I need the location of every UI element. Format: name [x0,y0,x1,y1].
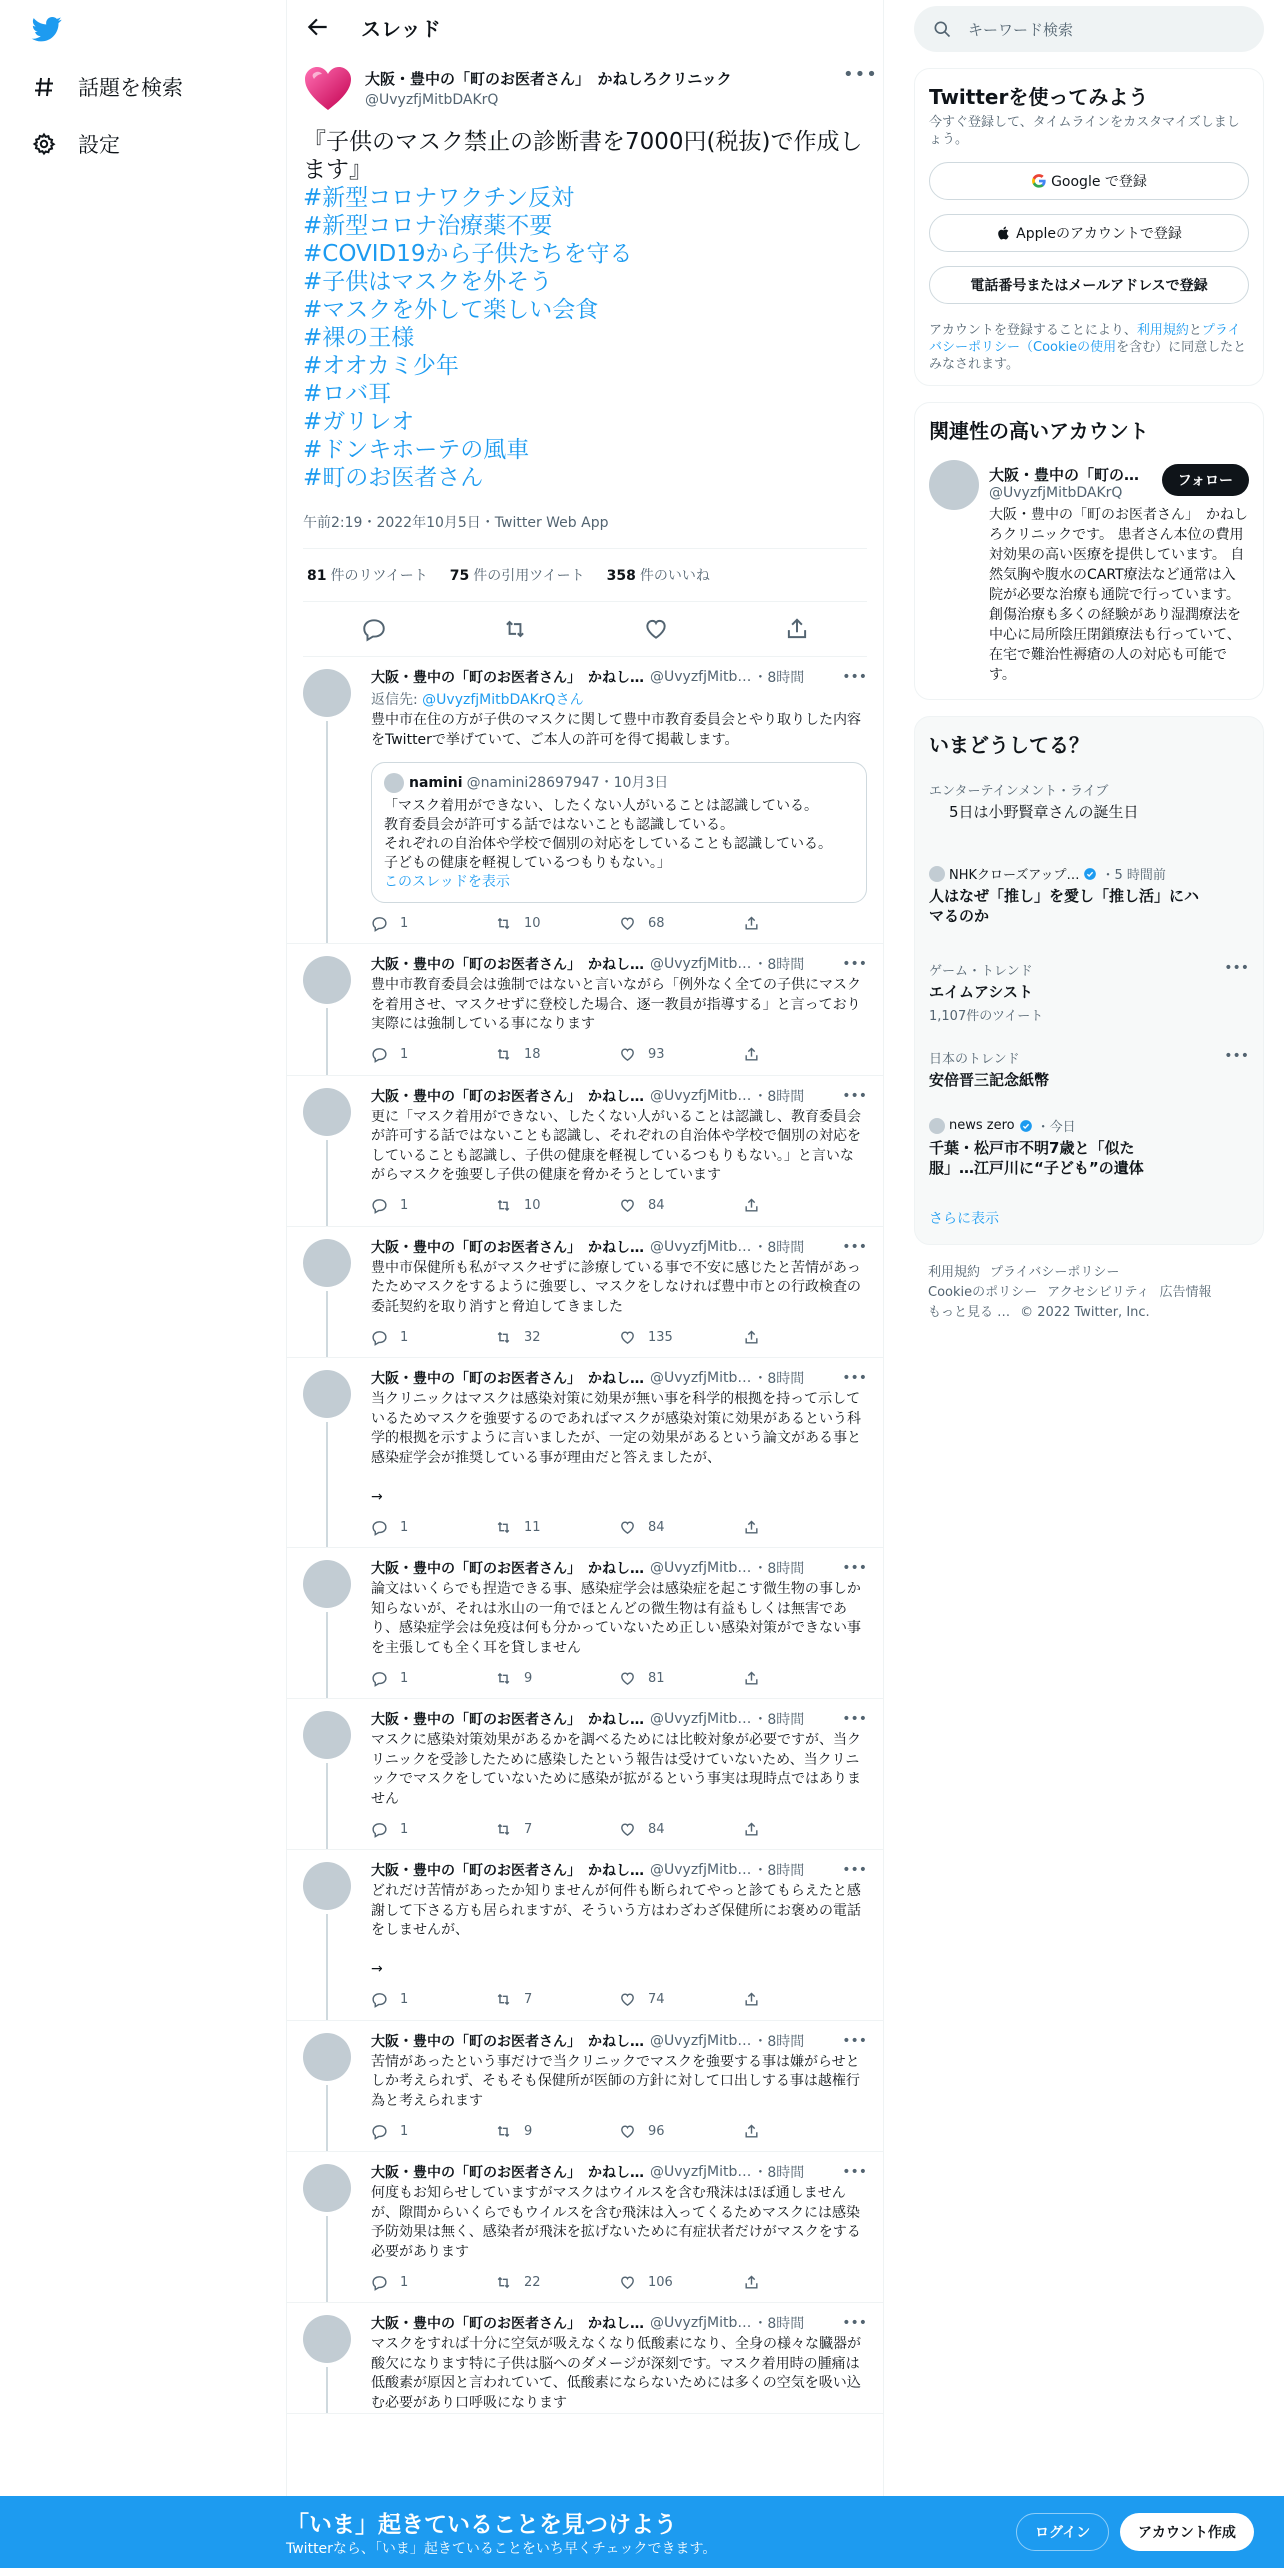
reply-tweet[interactable] [287,657,883,944]
reply-tweet[interactable] [287,1699,883,1850]
tweet-meta[interactable]: 午前2:19・2022年10月5日・Twitter Web App [303,512,867,549]
nav-settings-label: 設定 [78,133,120,157]
retweet-button[interactable]: 7 [495,1991,619,2008]
like-icon [619,1197,636,1214]
retweet-button[interactable]: 9 [495,1670,619,1687]
signup-title: Twitterを使ってみよう [929,85,1149,109]
reply-author-name[interactable]: 大阪・豊中の「町のお医者さん」 かねし… [371,1088,644,1105]
reply-tweet[interactable] [287,2021,883,2153]
reply-text: どれだけ苦情があったか知りませんが何件も断られてやっと診てもらえたと感謝して下さる方も居られますが、そういう方はわざわざ保健所にお褒めの電話をしませんが、 → [371,1883,861,1977]
retweet-icon [495,1197,512,1214]
like-button[interactable]: 84 [619,1821,743,1838]
thread-header [287,0,883,54]
reply-tweet[interactable] [287,1076,883,1227]
right-sidebar [914,0,1264,1341]
thread-line [326,2085,328,2152]
hashtag-link[interactable]: #新型コロナワクチン反対 [303,185,575,211]
related-account[interactable] [929,460,1249,685]
avatar[interactable] [303,2164,351,2212]
share-icon [743,1670,760,1687]
thread-column [286,0,884,2568]
retweet-button[interactable]: 7 [495,1821,619,1838]
retweet-button[interactable]: 9 [495,2123,619,2140]
twitter-logo-icon[interactable] [30,14,64,44]
thread-line [326,1763,328,1849]
like-icon [619,1046,636,1063]
google-signup-button[interactable]: Google で登録 [929,162,1249,200]
reply-button[interactable]: 1 [371,1821,495,1838]
reply-icon [371,915,388,932]
reply-actions [371,1980,867,2020]
related-name[interactable]: 大阪・豊中の「町の… [989,466,1140,484]
reply-icon [371,1991,388,2008]
author-name[interactable]: 大阪・豊中の「町のお医者さん」 かねしろクリニック [365,70,732,88]
avatar[interactable] [303,2033,351,2081]
share-icon [743,1821,760,1838]
retweet-icon [495,1329,512,1346]
gear-icon [30,130,58,158]
like-button[interactable]: 93 [619,1046,743,1063]
reply-tweet[interactable] [287,944,883,1076]
reply-button[interactable]: 1 [371,1197,495,1214]
more-icon[interactable]: ••• [842,1087,867,1104]
reply-time[interactable]: ・8時間 [753,1088,805,1105]
nav-explore-label: 話題を検索 [78,76,183,100]
share-button[interactable] [743,1991,867,2008]
more-icon[interactable]: ••• [842,1711,867,1727]
share-button[interactable] [743,1519,867,1536]
reply-actions [371,1658,867,1698]
reply-icon [371,1821,388,1838]
thread-line [326,1008,328,1075]
like-button[interactable]: 135 [619,1329,743,1346]
reply-author-handle[interactable]: @UvyzfjMitb… [650,1087,752,1104]
retweet-icon [495,915,512,932]
trend-item[interactable]: NHKクローズアップ… ・5 時間前 人はなぜ「推し」を愛し「推し活」にハマるのか [929,864,1249,926]
reply-author-name[interactable]: 大阪・豊中の「町のお医者さん」 かねし… [371,670,644,686]
hashtag-link[interactable]: #子供はマスクを外そう [303,269,553,295]
reply-button[interactable]: 1 [371,2274,495,2291]
thread-line [326,1291,328,1358]
share-button[interactable] [743,2274,867,2291]
like-icon [619,1991,636,2008]
reply-author-handle[interactable]: @UvyzfjMitb… [650,1238,752,1255]
main-tweet [287,54,883,657]
like-icon[interactable] [643,616,669,642]
reply-icon [371,1329,388,1346]
share-button[interactable] [743,1046,867,1063]
share-button[interactable] [743,2123,867,2140]
retweet-icon [495,2274,512,2291]
retweet-icon [495,1991,512,2008]
tweet-text: 『子供のマスク禁止の診断書を7000円(税抜)で作成します』 [303,129,863,183]
apple-icon [996,225,1012,241]
reply-tweet[interactable] [287,1548,883,1699]
reply-tweet[interactable] [287,2303,883,2414]
avatar[interactable] [303,669,351,717]
thread-line [326,2367,328,2413]
reply-author-name[interactable]: 大阪・豊中の「町のお医者さん」 かねし… [371,2165,644,2181]
reply-author-name[interactable]: 大阪・豊中の「町のお医者さん」 かねし… [371,1712,644,1728]
related-accounts-card [914,402,1264,700]
signup-button[interactable]: アカウント作成 [1120,2513,1254,2551]
reply-time[interactable]: ・8時間 [753,1561,805,1577]
hashtag-link[interactable]: #裸の王様 [303,325,415,351]
reply-list [287,657,883,2414]
quoted-tweet[interactable] [371,762,867,903]
like-button[interactable]: 68 [619,915,743,932]
nav-settings[interactable] [30,124,120,164]
reply-actions [371,1809,867,1849]
reply-author-name[interactable]: 大阪・豊中の「町のお医者さん」 かねし… [371,2316,644,2332]
avatar[interactable] [303,1560,351,1608]
reply-author-handle[interactable]: @UvyzfjMitb… [650,1370,752,1386]
footer-link[interactable]: Cookieのポリシー [928,1285,1038,1300]
reply-icon [371,1046,388,1063]
hashtag-link[interactable]: #ドンキホーテの風車 [303,437,530,463]
reply-icon[interactable] [361,616,387,642]
more-icon[interactable]: ••• [842,1560,867,1576]
quote-count[interactable]: 75 件の引用ツイート [449,568,585,584]
retweet-button[interactable]: 32 [495,1329,619,1346]
avatar[interactable] [303,1370,351,1418]
like-button[interactable]: 84 [619,1519,743,1536]
reply-author-name[interactable]: 大阪・豊中の「町のお医者さん」 かねし… [371,1371,644,1387]
phone-signup-button[interactable]: 電話番号またはメールアドレスで登録 [929,266,1249,304]
related-title: 関連性の高いアカウント [929,419,1149,443]
more-icon[interactable]: ••• [842,1238,867,1255]
reply-icon [371,1519,388,1536]
google-icon [1031,173,1047,189]
thread-line [326,1914,328,2020]
reply-to: 返信先: @UvyzfjMitbDAKrQさん [371,692,584,708]
like-count[interactable]: 358 件のいいね [606,568,710,584]
reply-text: 何度もお知らせしていますがマスクはウイルスを含む飛沫はほぼ通しませんが、隙間からいくらでもウイルスを含む飛沫は入ってくるためマスクには感染予防効果は無く、感染者が飛沫を拡げないために有症状者だけがマスクをする必要があります [371,2185,861,2260]
retweet-button[interactable]: 18 [495,1046,619,1063]
more-icon[interactable]: ••• [842,1862,867,1878]
reply-time[interactable]: ・8時間 [753,1712,805,1728]
reply-to-link[interactable]: @UvyzfjMitbDAKrQ [422,692,556,708]
share-icon[interactable] [784,616,810,642]
reply-time[interactable]: ・8時間 [753,2033,805,2050]
trend-item[interactable]: エンターテインメント・ライブ 5日は小野賢章さんの誕生日 [929,784,1139,821]
reply-author-name[interactable]: 大阪・豊中の「町のお医者さん」 かねし… [371,1863,644,1879]
more-icon[interactable]: ••• [1224,1048,1249,1064]
reply-actions [371,1317,867,1357]
like-button[interactable]: 96 [619,2123,743,2140]
avatar[interactable] [303,1711,351,1759]
reply-button[interactable]: 1 [371,915,495,932]
reply-author-handle[interactable]: @UvyzfjMitb… [650,669,752,685]
reply-text: マスクに感染対策効果があるかを調べるためには比較対象が必要ですが、当クリニックを受診したために感染したという報告は受けていないため、当クリニックでマスクをしていないために感染が拡がるという事実は現時点ではありません [371,1732,861,1807]
avatar [384,773,404,793]
reply-text: 論文はいくらでも捏造できる事、感染症学会は感染症を起こす微生物の事しか知らないが、それは氷山の一角でほとんどの微生物は有益もしくは無害であり、感染症学会は免疫は何も分かっていないため正しい感染対策ができない事を主張しても全く耳を貸しません [371,1581,861,1656]
reply-icon [371,2123,388,2140]
page-title: スレッド [361,16,441,41]
trend-item[interactable]: 日本のトレンド 安倍晋三記念紙幣 ••• [929,1048,1249,1089]
retweet-button[interactable]: 22 [495,2274,619,2291]
nav-explore[interactable] [30,67,183,107]
reply-button[interactable]: 1 [371,1329,495,1346]
footer-link[interactable]: アクセシビリティ [1047,1285,1150,1300]
more-icon[interactable]: ••• [842,669,867,685]
reply-author-handle[interactable]: @UvyzfjMitb… [650,1862,752,1878]
apple-signup-button[interactable]: Appleのアカウントで登録 [929,214,1249,252]
reply-actions [371,2111,867,2151]
retweet-count[interactable]: 81 件のリツイート [307,568,428,584]
quote-text: 「マスク着用ができない、したくない人がいることは認識している。 教育委員会が許可する話ではないことも認識している。 それぞれの自治体や学校で個別の対応をしていることも認識している。 子どもの健康を軽視しているつもりもない。」 [384,798,832,871]
signup-subtitle: 今すぐ登録して、タイムラインをカスタマイズしましょう。 [929,115,1240,147]
share-button[interactable] [743,1670,867,1687]
more-icon[interactable]: ••• [842,956,867,972]
search-bar[interactable] [914,6,1264,52]
reply-button[interactable]: 1 [371,1519,495,1536]
retweet-icon [495,1046,512,1063]
share-button[interactable] [743,915,867,932]
tweet-stats [303,549,867,602]
thread-line [326,2216,328,2302]
bottom-bar-subtitle: Twitterなら、「いま」起きていることをいち早くチェックできます。 [286,2541,717,2557]
hashtag-icon [30,73,58,101]
share-button[interactable] [743,1821,867,1838]
quote-date: ・10月3日 [599,774,669,791]
reply-author-name[interactable]: 大阪・豊中の「町のお医者さん」 かねし… [371,2033,644,2050]
retweet-icon [495,2123,512,2140]
author-handle[interactable]: @UvyzfjMitbDAKrQ [365,92,499,108]
share-icon [743,1046,760,1063]
trends-card [914,716,1264,1245]
share-icon [743,1519,760,1536]
privacy-link[interactable]: プライバシーポリシー（Cookieの使用 [929,323,1241,355]
footer-link[interactable]: プライバシーポリシー [990,1265,1120,1280]
footer [914,1245,1264,1341]
reply-actions [371,1507,867,1547]
reply-time[interactable]: ・8時間 [753,2316,805,2332]
like-icon [619,1670,636,1687]
reply-author-handle[interactable]: @UvyzfjMitb… [650,2164,752,2180]
signup-card [914,68,1264,386]
retweet-button[interactable]: 11 [495,1519,619,1536]
reply-button[interactable]: 1 [371,1670,495,1687]
bottom-bar-title: 「いま」起きていることを見つけよう [286,2512,677,2538]
reply-author-handle[interactable]: @UvyzfjMitb… [650,1560,752,1576]
reply-icon [371,2274,388,2291]
reply-time[interactable]: ・8時間 [753,2165,805,2181]
terms-link[interactable]: 利用規約 [1136,323,1189,338]
footer-link[interactable]: 利用規約 [928,1265,981,1280]
heart-avatar[interactable] [303,64,353,114]
hashtag-link[interactable]: #ガリレオ [303,409,415,435]
avatar [929,1118,945,1134]
reply-time[interactable]: ・8時間 [753,1371,805,1387]
more-icon[interactable]: ••• [843,64,878,85]
reply-tweet[interactable] [287,1227,883,1359]
quote-author-handle: @namini28697947 [466,774,600,791]
like-button[interactable]: 106 [619,2274,743,2291]
reply-tweet[interactable] [287,1850,883,2021]
reply-text: 豊中市保健所も私がマスクせずに診療している事で不安に感じたと苦情があったためマスクをするように強要し、マスクをしなければ豊中市との行政検査の委託契約を取り消すと脅迫してきました [371,1259,861,1315]
more-icon[interactable]: ••• [842,2164,867,2180]
show-more-link[interactable]: さらに表示 [929,1211,999,1227]
retweet-button[interactable]: 10 [495,1197,619,1214]
reply-time[interactable]: ・8時間 [753,1863,805,1879]
copyright: © 2022 Twitter, Inc. [1020,1305,1150,1320]
trends-title: いまどうしてる？ [929,733,1089,757]
hashtag-link[interactable]: #COVID19から子供たちを守る [303,241,633,267]
share-button[interactable] [743,1329,867,1346]
thread-line [326,1422,328,1547]
hashtag-link[interactable]: #マスクを外して楽しい会食 [303,297,599,323]
hashtag-list [303,184,867,492]
like-button[interactable]: 81 [619,1670,743,1687]
retweet-icon[interactable] [502,616,528,642]
reply-author-name[interactable]: 大阪・豊中の「町のお医者さん」 かねし… [371,1239,644,1256]
like-icon [619,1329,636,1346]
reply-time[interactable]: ・8時間 [753,957,805,973]
retweet-icon [495,1670,512,1687]
avatar [929,866,945,882]
like-icon [619,2274,636,2291]
reply-button[interactable]: 1 [371,1991,495,2008]
trend-item[interactable]: news zero ・今日 千葉・松戸市不明7歳と「似た服」…江戸川に“子ども”の遺体 [929,1118,1144,1177]
like-icon [619,915,636,932]
signup-legal: アカウントを登録することにより、利用規約とプライバシーポリシー（Cookieの使用を含む）に同意したとみなされます。 [929,323,1247,372]
footer-link[interactable]: 広告情報 [1159,1285,1212,1300]
reply-author-name[interactable]: 大阪・豊中の「町のお医者さん」 かねし… [371,1561,644,1577]
verified-icon [1019,1119,1033,1133]
more-icon[interactable]: ••• [842,1370,867,1386]
search-input[interactable]: キーワード検索 [968,20,1074,39]
reply-text: マスクをすれば十分に空気が吸えなくなり低酸素になり、全身の様々な臓器が酸欠になります特に子供は脳へのダメージが深刻です。マスク着用時の腫痛は低酸素が原因と言われていて、低酸素にならないためには多くの空気を吸い込む必要があり口呼吸になります [371,2336,861,2411]
reply-author-handle[interactable]: @UvyzfjMitb… [650,2032,752,2049]
share-icon [743,1197,760,1214]
search-icon [932,19,952,39]
reply-author-handle[interactable]: @UvyzfjMitb… [650,1711,752,1727]
hashtag-link[interactable]: #ロバ耳 [303,381,392,407]
left-nav [0,0,286,2568]
reply-author-handle[interactable]: @UvyzfjMitb… [650,2315,752,2331]
reply-text: 豊中市在住の方が子供のマスクに関して豊中市教育委員会とやり取りした内容をTwitterで挙げていて、ご本人の許可を得て掲載します。 [371,712,861,748]
retweet-button[interactable]: 10 [495,915,619,932]
reply-actions [371,2262,867,2302]
related-bio: 大阪・豊中の「町のお医者さん」 かねしろクリニックです。 患者さん本位の費用対効果の高い医療を提供しています。 自然気胸や腹水のCART療法など通常は入院が必要な治療も通院で行っています。 創傷治療も多くの経験があり湿潤療法を中心に局所陰圧閉鎖療法も行っていて、在宅で難治性褥瘡の人の対応も可能です。 [989,507,1248,683]
related-handle[interactable]: @UvyzfjMitbDAKrQ [989,485,1123,501]
reply-time[interactable]: ・8時間 [753,670,805,686]
more-icon[interactable]: ••• [1224,960,1249,976]
avatar[interactable] [303,2315,351,2363]
reply-icon [371,1197,388,1214]
reply-button[interactable]: 1 [371,2123,495,2140]
share-icon [743,2123,760,2140]
reply-icon [371,1670,388,1687]
share-button[interactable] [743,1197,867,1214]
reply-author-handle[interactable]: @UvyzfjMitb… [650,956,752,972]
back-arrow-icon[interactable] [305,14,331,40]
thread-line [326,1612,328,1698]
quote-author-name: namini [409,774,463,791]
show-thread-link[interactable]: このスレッドを表示 [384,874,510,890]
avatar[interactable] [303,1088,351,1136]
reply-button[interactable]: 1 [371,1046,495,1063]
avatar[interactable] [303,1239,351,1287]
like-icon [619,1821,636,1838]
hashtag-link[interactable]: #オオカミ少年 [303,353,459,379]
reply-actions [371,1186,867,1226]
reply-text: 豊中市教育委員会は強制ではないと言いながら「例外なく全ての子供にマスクを着用させ、マスクせずに登校した場合、逐一教員が指導する」と言っており実際には強制している事になります [371,977,861,1032]
footer-link[interactable]: もっと見る … [928,1305,1011,1320]
reply-actions [371,1035,867,1075]
thread-line [326,1140,328,1226]
retweet-icon [495,1519,512,1536]
bottom-signup-bar [0,2496,1284,2568]
avatar[interactable] [929,460,979,510]
like-button[interactable]: 74 [619,1991,743,2008]
share-icon [743,915,760,932]
more-icon[interactable]: ••• [842,2315,867,2331]
share-icon [743,2274,760,2291]
follow-button[interactable]: フォロー [1162,464,1249,496]
tweet-actions [303,602,867,657]
reply-author-name[interactable]: 大阪・豊中の「町のお医者さん」 かねし… [371,957,644,973]
like-icon [619,1519,636,1536]
trend-item[interactable]: ゲーム・トレンド エイムアシスト 1,107件のツイート ••• [929,960,1249,1024]
thread-line [326,721,328,943]
reply-tweet[interactable] [287,1358,883,1548]
share-icon [743,1991,760,2008]
more-icon[interactable]: ••• [842,2032,867,2049]
avatar[interactable] [303,1862,351,1910]
like-button[interactable]: 84 [619,1197,743,1214]
avatar[interactable] [303,956,351,1004]
retweet-icon [495,1821,512,1838]
hashtag-link[interactable]: #新型コロナ治療薬不要 [303,213,553,239]
like-icon [619,2123,636,2140]
reply-text: 更に「マスク着用ができない、したくない人がいることは認識し、教育委員会が許可する話ではないことも認識し、それぞれの自治体や学校で個別の対応をしていることも認識し、子供の健康を軽視しているつもりもない。」と言いながらマスクを強要し子供の健康を脅かそうとしています [371,1108,861,1183]
reply-time[interactable]: ・8時間 [753,1239,805,1256]
verified-icon [1083,867,1097,881]
reply-text: 当クリニックはマスクは感染対策に効果が無い事を科学的根拠を持って示しているためマスクを強要するのであればマスクが感染対策に効果があるという科学的根拠を示すように言いましたが、一定の効果があるという論文がある事と感染症学会が推奨している事が理由だと答えましたが、 → [371,1391,861,1505]
share-icon [743,1329,760,1346]
reply-actions [371,903,867,943]
reply-tweet[interactable] [287,2152,883,2303]
hashtag-link[interactable]: #町のお医者さん [303,465,484,491]
reply-text: 苦情があったという事だけで当クリニックでマスクを強要する事は嫌がらせとしか考えられず、そもそも保健所が医師の方針に対して口出しする事は越権行為と考えられます [371,2053,860,2109]
login-button[interactable]: ログイン [1016,2513,1109,2551]
